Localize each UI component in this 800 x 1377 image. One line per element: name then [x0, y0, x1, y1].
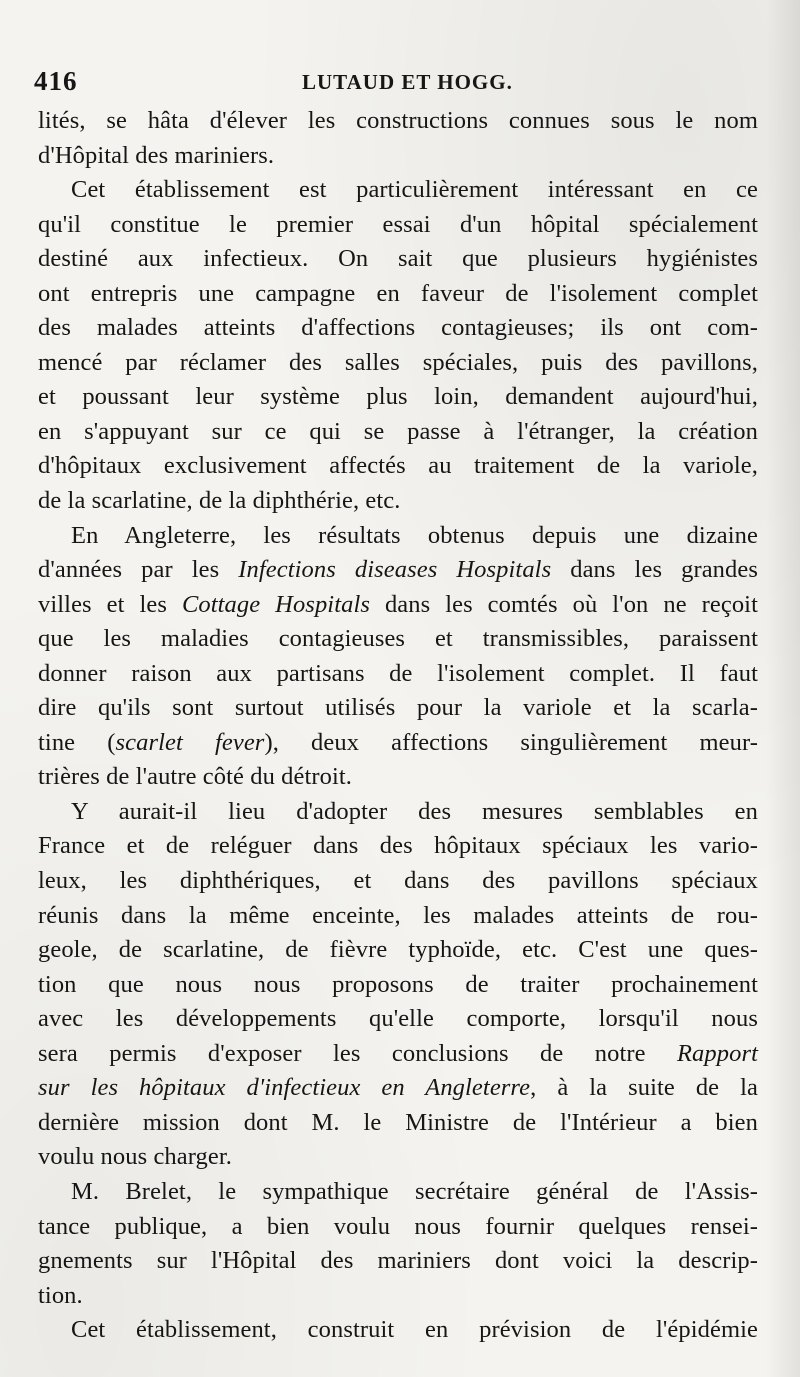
- text-line: Y aurait-il lieu d'adopter des mesures semblables en: [71, 797, 758, 825]
- page-number: 416: [34, 66, 78, 96]
- text-line: des malades atteints d'affections contagieuses; ils ont com-: [38, 314, 758, 342]
- text-line: avec les développements qu'elle comporte, lorsqu'il nous: [38, 1005, 758, 1033]
- italic-title: sur les hôpitaux d'infectieux en Angleterre: [38, 1074, 531, 1102]
- text-line: geole, de scarlatine, de fièvre typhoïde, etc. C'est une ques-: [38, 936, 758, 964]
- text-line: tion.: [38, 1281, 83, 1309]
- paragraph-5: [38, 1175, 758, 1313]
- text-line: tance publique, a bien voulu nous fournir quelques rensei-: [38, 1212, 758, 1240]
- text-line: M. Brelet, le sympathique secrétaire général de l'Assis-: [71, 1177, 758, 1205]
- text-line: leux, les diphthériques, et dans des pavillons spéciaux: [38, 867, 758, 895]
- text-run: tine (: [38, 728, 116, 756]
- paragraph-1: [38, 104, 758, 173]
- text-line: ont entrepris une campagne en faveur de l'isolement complet: [38, 279, 758, 307]
- paragraph-6: [38, 1313, 758, 1348]
- text-run: , à la suite de la: [530, 1074, 758, 1102]
- text-line: trières de l'autre côté du détroit.: [38, 763, 353, 791]
- text-line: gnements sur l'Hôpital des mariniers dont voici la descrip-: [38, 1247, 758, 1275]
- paragraph-4: [38, 795, 758, 1175]
- text-line: [38, 1037, 758, 1072]
- text-line: [38, 1071, 758, 1106]
- text-line: tion que nous nous proposons de traiter prochainement: [38, 970, 758, 998]
- text-line: d'Hôpital des mariniers.: [38, 141, 275, 169]
- text-line: destiné aux infectieux. On sait que plusieurs hygiénistes: [38, 245, 758, 273]
- text-line: Cet établissement est particulièrement intéressant en ce: [71, 176, 758, 204]
- text-line: dernière mission dont M. le Ministre de l'Intérieur a bien: [38, 1108, 758, 1136]
- paragraph-2: [38, 173, 758, 518]
- text-line: donner raison aux partisans de l'isolement complet. Il faut: [38, 659, 758, 687]
- text-line: [38, 588, 758, 623]
- text-line: qu'il constitue le premier essai d'un hôpital spécialement: [38, 210, 758, 238]
- paragraph-3: [38, 519, 758, 795]
- italic-term: scarlet fever: [115, 728, 265, 756]
- text-run: d'années par les: [38, 556, 239, 584]
- text-line: mencé par réclamer des salles spéciales, puis des pavillons,: [38, 348, 758, 376]
- body-text: [38, 104, 758, 1348]
- text-line: [38, 553, 758, 588]
- text-line: d'hôpitaux exclusivement affectés au traitement de la variole,: [38, 452, 758, 480]
- text-run: dans les grandes: [551, 556, 758, 584]
- text-line: et poussant leur système plus loin, demandent aujourd'hui,: [38, 383, 758, 411]
- italic-title: Infections diseases Hospitals: [238, 556, 552, 584]
- text-line: dire qu'ils sont surtout utilisés pour la variole et la scarla-: [38, 694, 758, 722]
- text-line: que les maladies contagieuses et transmissibles, paraissent: [38, 625, 758, 653]
- page-edge-shadow: [766, 0, 800, 1377]
- text-line: de la scarlatine, de la diphthérie, etc.: [38, 487, 401, 515]
- text-run: villes et les: [38, 590, 182, 618]
- text-run: dans les comtés où l'on ne reçoit: [370, 590, 758, 618]
- page-header: [30, 66, 770, 102]
- text-line: En Angleterre, les résultats obtenus depuis une dizaine: [71, 521, 758, 549]
- text-line: Cet établissement, construit en prévision de l'épidémie: [71, 1316, 758, 1344]
- text-line: [38, 726, 758, 761]
- text-line: France et de reléguer dans des hôpitaux spéciaux les vario-: [38, 832, 758, 860]
- text-run: ), deux affections singulièrement meur-: [264, 728, 759, 756]
- italic-title: Rapport: [676, 1039, 758, 1067]
- text-run: sera permis d'exposer les conclusions de notre: [38, 1039, 677, 1067]
- text-line: voulu nous charger.: [38, 1143, 233, 1171]
- text-line: réunis dans la même enceinte, les malades atteints de rou-: [38, 901, 758, 929]
- text-line: en s'appuyant sur ce qui se passe à l'étranger, la création: [38, 417, 758, 445]
- italic-title: Cottage Hospitals: [181, 590, 370, 618]
- text-line: lités, se hâta d'élever les constructions connues sous le nom: [38, 107, 758, 134]
- running-head: LUTAUD ET HOGG.: [302, 70, 513, 94]
